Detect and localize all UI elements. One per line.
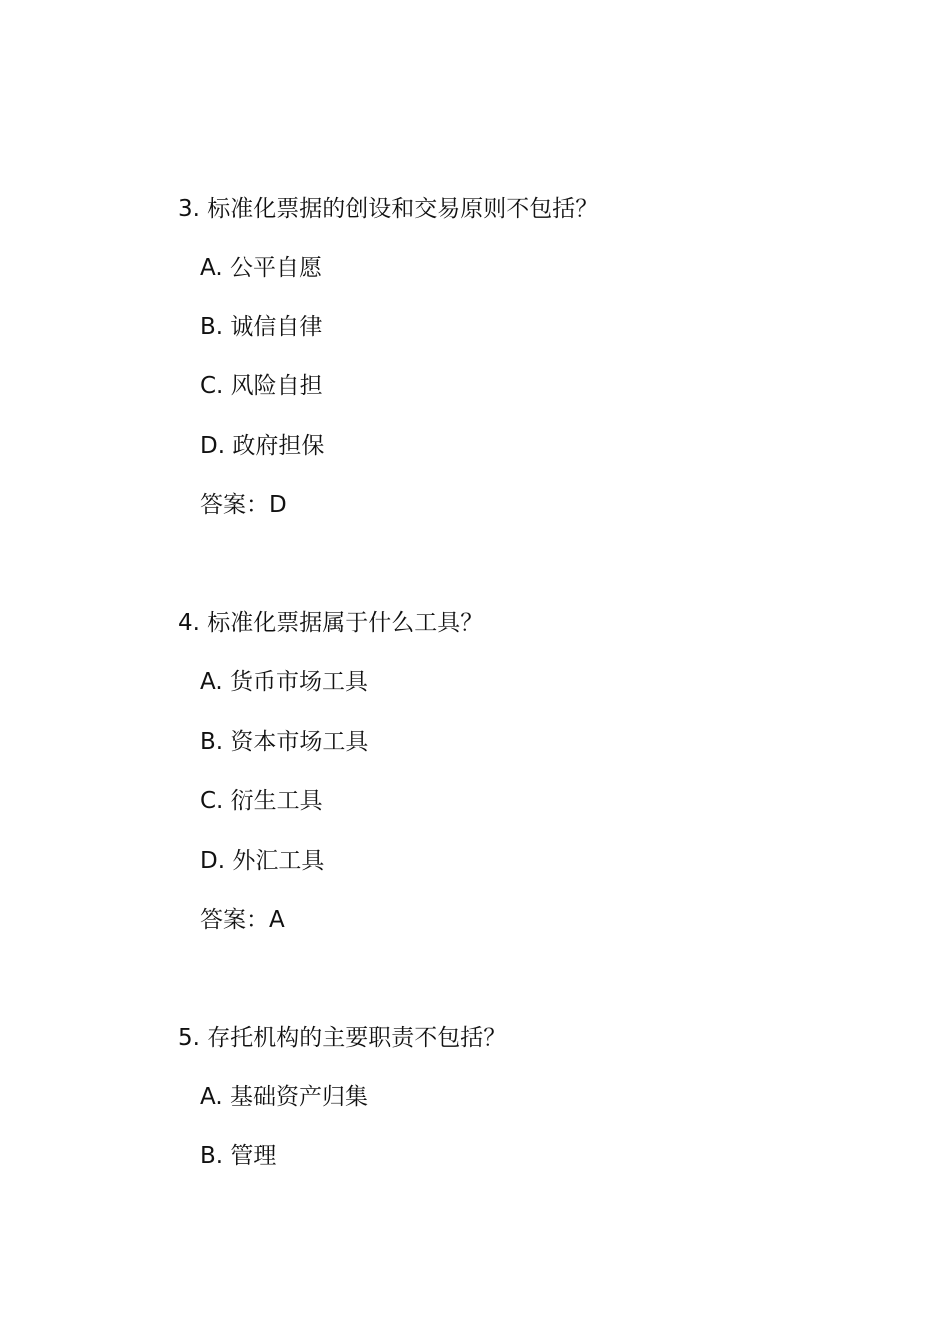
option-b: B. 管理 [200, 1143, 277, 1169]
option-a: A. 基础资产归集 [200, 1084, 368, 1110]
option-d: D. 外汇工具 [200, 848, 325, 874]
option-b: B. 资本市场工具 [200, 729, 369, 755]
option-a: A. 公平自愿 [200, 255, 322, 281]
question-stem: 5. 存托机构的主要职责不包括？ [178, 1025, 507, 1051]
option-c: C. 风险自担 [200, 373, 323, 399]
option-c: C. 衍生工具 [200, 788, 323, 814]
option-a: A. 货币市场工具 [200, 669, 368, 695]
question-stem: 4. 标准化票据属于什么工具？ [178, 610, 484, 636]
answer: 答案：D [200, 492, 287, 518]
answer: 答案：A [200, 907, 285, 933]
question-stem: 3. 标准化票据的创设和交易原则不包括？ [178, 196, 599, 222]
option-d: D. 政府担保 [200, 433, 325, 459]
option-b: B. 诚信自律 [200, 314, 323, 340]
